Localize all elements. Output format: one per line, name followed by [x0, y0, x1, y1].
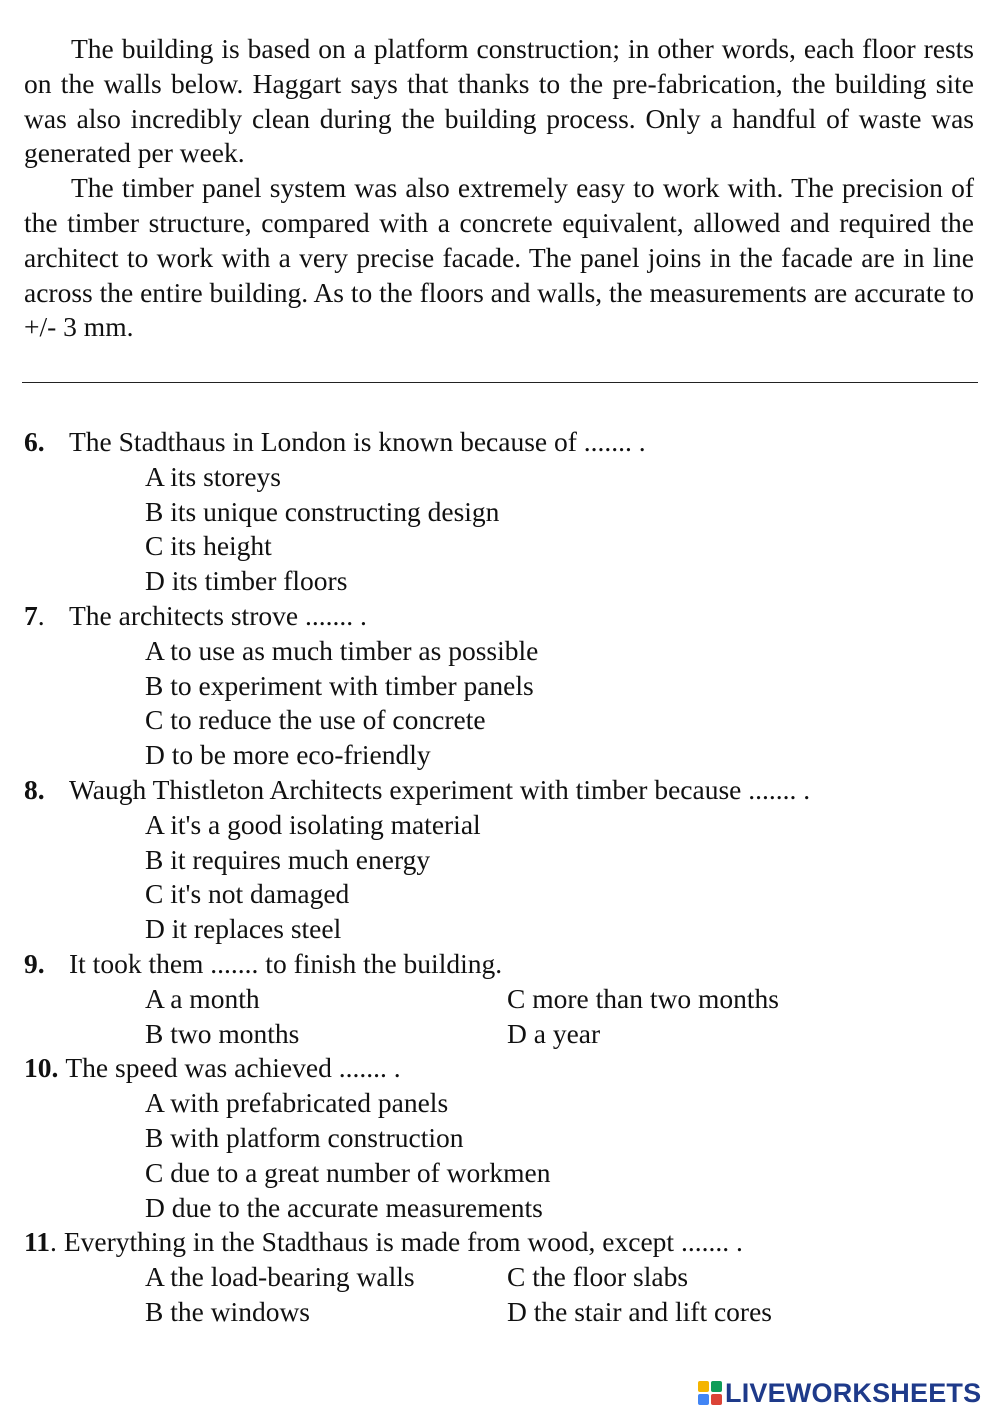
question-text: Waugh Thistleton Architects experiment with timber because ....... . [69, 773, 811, 805]
logo-square-icon [698, 1394, 709, 1405]
question-number: 7. [24, 599, 45, 631]
question-stem [24, 1051, 984, 1086]
answer-option[interactable]: B it requires much energy [145, 843, 431, 875]
answer-option[interactable]: B with platform construction [145, 1121, 464, 1153]
answer-option[interactable]: D it replaces steel [145, 913, 342, 945]
question-list [24, 425, 984, 1330]
question-number: 11. [24, 1226, 57, 1258]
question-6 [24, 425, 984, 599]
liveworksheets-logo [698, 1378, 981, 1408]
question-10 [24, 1051, 984, 1225]
question-stem [24, 1225, 984, 1260]
question-number: 10. [24, 1052, 59, 1084]
liveworksheets-logo-icon [698, 1381, 722, 1405]
question-text: The Stadthaus in London is known because of ....... . [69, 426, 646, 457]
answer-option[interactable]: C it's not damaged [145, 878, 350, 910]
question-8 [24, 773, 984, 947]
logo-square-icon [698, 1381, 709, 1392]
logo-square-icon [711, 1394, 722, 1405]
question-7 [24, 599, 984, 773]
question-9 [24, 947, 984, 1051]
answer-option[interactable]: B two months [145, 1017, 300, 1049]
answer-option[interactable]: B its unique constructing design [145, 495, 500, 527]
answer-option[interactable]: A its storeys [145, 460, 281, 492]
answer-option[interactable]: B the windows [145, 1295, 310, 1327]
answer-option[interactable]: B to experiment with timber panels [145, 669, 534, 701]
question-stem [24, 773, 984, 808]
question-text: The speed was achieved ....... . [65, 1052, 401, 1084]
question-stem [24, 425, 984, 460]
answer-option[interactable]: C due to a great number of workmen [145, 1156, 551, 1188]
question-number: 9. [24, 947, 45, 979]
answer-options-grid [24, 1260, 984, 1330]
answer-option[interactable]: C to reduce the use of concrete [145, 704, 486, 736]
answer-option[interactable]: A it's a good isolating material [145, 808, 481, 840]
answer-option[interactable]: C more than two months [507, 982, 779, 1014]
answer-option[interactable]: D its timber floors [145, 565, 348, 597]
question-11 [24, 1225, 984, 1329]
answer-option[interactable]: C the floor slabs [507, 1261, 689, 1293]
question-text: The architects strove ....... . [69, 599, 367, 631]
question-number: 6. [24, 426, 45, 457]
question-text: Everything in the Stadthaus is made from wood, except ....... . [63, 1226, 743, 1258]
answer-option[interactable]: C its height [145, 530, 272, 562]
reading-passage [24, 32, 974, 345]
passage-paragraph: The building is based on a platform construction; in other words, each floor rests on the walls below. Haggart says that thanks to the pre-fabrication, the building site was also incredibly clean during the building process. Only a handful of waste was generated per week. [24, 33, 974, 169]
question-stem [24, 599, 984, 634]
answer-options-grid [24, 982, 984, 1052]
passage-paragraph: The timber panel system was also extremely easy to work with. The precision of the timber structure, compared with a concrete equivalent, allowed and required the architect to work with a very precise facade. The panel joins in the facade are in line across the entire building. As to the floors and walls, the measurements are accurate to +/- 3 mm. [24, 172, 974, 343]
question-stem [24, 947, 984, 982]
answer-option[interactable]: D to be more eco-friendly [145, 739, 431, 771]
question-number: 8. [24, 773, 45, 805]
answer-option[interactable]: A with prefabricated panels [145, 1087, 449, 1119]
answer-option[interactable]: D the stair and lift cores [507, 1295, 772, 1327]
answer-option[interactable]: A to use as much timber as possible [145, 634, 539, 666]
answer-option[interactable]: A the load-bearing walls [145, 1261, 415, 1293]
question-text: It took them ....... to finish the building. [69, 947, 503, 979]
logo-text: LIVEWORKSHEETS [725, 1377, 982, 1408]
logo-square-icon [711, 1381, 722, 1392]
answer-option[interactable]: D due to the accurate measurements [145, 1191, 543, 1223]
answer-option[interactable]: A a month [145, 982, 260, 1014]
section-divider [22, 382, 978, 383]
answer-option[interactable]: D a year [507, 1017, 601, 1049]
